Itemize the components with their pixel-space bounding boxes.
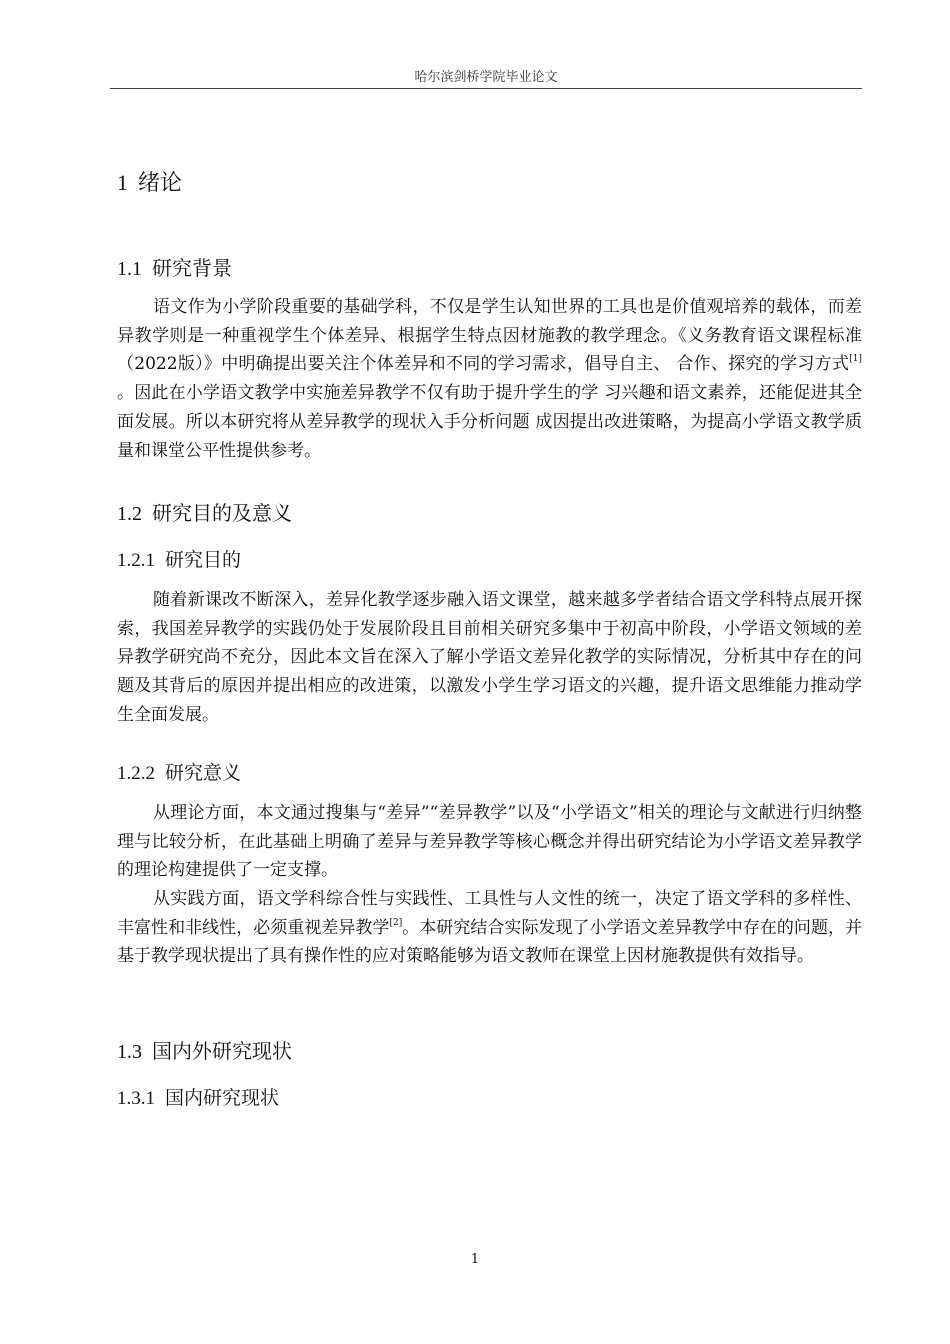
section-heading-1-1 <box>117 252 232 281</box>
section-number: 1.1 <box>117 258 142 280</box>
paragraph-significance-practice <box>117 885 862 971</box>
section-title: 研究背景 <box>152 256 232 280</box>
subsection-heading-1-2-1 <box>117 545 241 572</box>
header-rule <box>110 88 862 89</box>
subsection-heading-1-2-2 <box>117 758 241 785</box>
page-header: 哈尔滨剑桥学院毕业论文 <box>414 70 558 85</box>
section-heading-1-3 <box>117 1035 292 1064</box>
page-number: 1 <box>470 1252 480 1267</box>
paragraph-text: 。因此在小学语文教学中实施差异教学不仅有助于提升学生的学 习兴趣和语文素养，还能促进其全面发展。所以本研究将从差异教学的现状入手分析问题 成因提出改进策略，为提高小学语文教学质量和课堂公平性提供参考。 <box>117 383 862 461</box>
paragraph-significance-theory: 从理论方面，本文通过搜集与“差异”“差异教学”以及“小学语文”相关的理论与文献进行归纳整理与比较分析，在此基础上明确了差异与差异教学等核心概念并得出研究结论为小学语文差异教学的理论构建提供了一定支撑。 <box>117 803 862 881</box>
paragraph-text: 从实践方面，语文学科综合性与实践性、工具性与人文性的统一，决定了语文学科的多样性、丰富性和非线性，必须重视差异教学 <box>117 889 862 938</box>
subsection-number: 1.2.2 <box>117 763 155 784</box>
section-heading-1-2 <box>117 497 292 526</box>
subsection-heading-1-3-1 <box>117 1083 279 1110</box>
section-number: 1.3 <box>117 1041 142 1063</box>
paragraph-text: 语文作为小学阶段重要的基础学科，不仅是学生认知世界的工具也是价值观培养的载体，而差异教学则是一种重视学生个体差异、根据学生特点因材施教的教学理念。《义务教育语文课程标准（2022版）》中明确提出要关注个体差异和不同的学习需求，倡导自主、 合作、探究的学习方式 <box>117 297 862 375</box>
chapter-number: 1 <box>117 170 128 195</box>
subsection-number: 1.2.1 <box>117 550 155 571</box>
subsection-title: 研究目的 <box>165 549 242 571</box>
chapter-title: 绪论 <box>138 171 183 196</box>
section-title: 国内外研究现状 <box>152 1039 292 1063</box>
subsection-number: 1.3.1 <box>117 1088 155 1109</box>
subsection-title: 国内研究现状 <box>165 1087 280 1109</box>
citation-1: [1] <box>849 354 862 365</box>
section-number: 1.2 <box>117 503 142 525</box>
paragraph-text: 。本研究结合实际发现了小学语文差异教学中存在的问题，并基于教学现状提出了具有操作性的应对策略能够为语文教师在课堂上因材施教提供有效指导。 <box>117 917 863 967</box>
citation-2: [2] <box>389 917 403 928</box>
paragraph-background <box>117 293 862 465</box>
section-title: 研究目的及意义 <box>152 501 292 525</box>
subsection-title: 研究意义 <box>165 762 242 784</box>
chapter-heading <box>117 166 182 197</box>
paragraph-purpose: 随着新课改不断深入，差异化教学逐步融入语文课堂，越来越多学者结合语文学科特点展开探索，我国差异教学的实践仍处于发展阶段且目前相关研究多集中于初高中阶段，小学语文领域的差异教学研究尚不充分，因此本文旨在深入了解小学语文差异化教学的实际情况，分析其中存在的问题及其背后的原因并提出相应的改进策，以激发小学生学习语文的兴趣，提升语文思维能力推动学生全面发展。 <box>117 590 862 725</box>
